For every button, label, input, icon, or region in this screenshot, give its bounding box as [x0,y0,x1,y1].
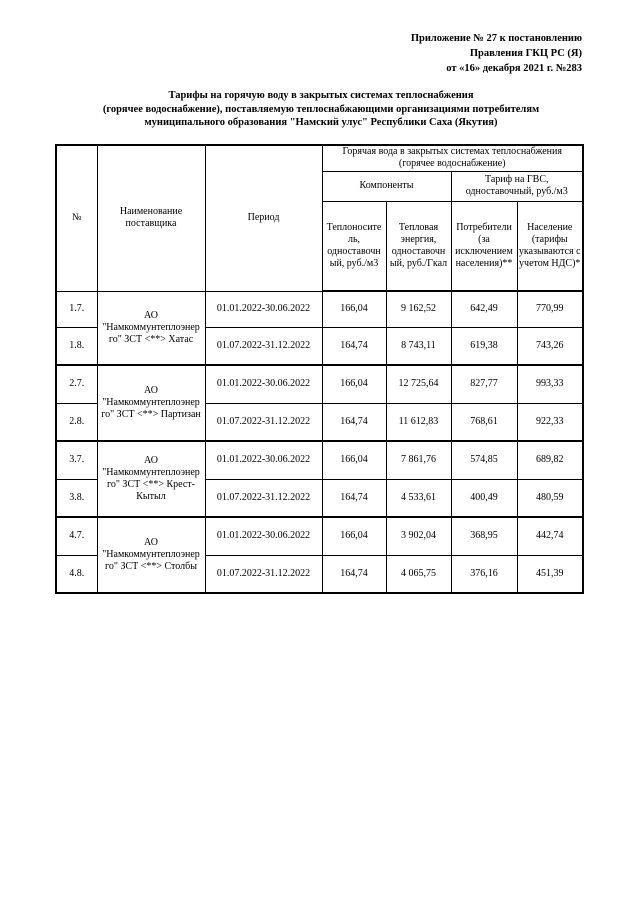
row-energy: 9 162,52 [386,291,451,327]
row-carrier: 166,04 [322,365,386,403]
header-period: Период [205,145,322,291]
row-consumers: 574,85 [451,441,517,479]
title-line: (горячее водоснабжение), поставляемую теплоснабжающими организациями потребителям [102,103,540,115]
row-population: 743,26 [517,327,583,365]
row-population: 480,59 [517,479,583,517]
row-period: 01.01.2022-30.06.2022 [205,365,322,403]
row-energy: 11 612,83 [386,403,451,441]
row-period: 01.01.2022-30.06.2022 [205,291,322,327]
tariff-table [55,144,584,594]
row-carrier: 164,74 [322,403,386,441]
appendix-header [411,31,582,76]
title-line: Тарифы на горячую воду в закрытых системах теплоснабжения [168,90,474,101]
row-energy: 8 743,11 [386,327,451,365]
row-consumers: 642,49 [451,291,517,327]
row-population: 993,33 [517,365,583,403]
row-period: 01.07.2022-31.12.2022 [205,327,322,365]
supplier-cell: АО "Намкоммунтеплоэнер го" ЗСТ <**> Столбы [97,517,205,593]
row-energy: 4 533,61 [386,479,451,517]
row-consumers: 368,95 [451,517,517,555]
appendix-line: Правления ГКЦ РС (Я) [469,48,582,59]
row-num: 4.7. [56,517,97,555]
row-carrier: 164,74 [322,555,386,593]
supplier-cell: АО "Намкоммунтеплоэнер го" ЗСТ <**> Крест-Кытыл [97,441,205,517]
row-carrier: 166,04 [322,291,386,327]
row-population: 442,74 [517,517,583,555]
row-consumers: 619,38 [451,327,517,365]
row-carrier: 164,74 [322,479,386,517]
row-num: 3.8. [56,479,97,517]
header-carrier: Теплоносите ль, одноставочн ый, руб./м3 [322,201,386,291]
header-supplier: Наименование поставщика [97,145,205,291]
row-consumers: 376,16 [451,555,517,593]
header-energy: Тепловая энергия, одноставочн ый, руб./Гкал [386,201,451,291]
row-consumers: 768,61 [451,403,517,441]
row-period: 01.07.2022-31.12.2022 [205,403,322,441]
row-num: 1.8. [56,327,97,365]
title-line: муниципального образования "Намский улус" Республики Саха (Якутия) [144,117,498,128]
appendix-line: от «16» декабря 2021 г. №283 [446,63,582,74]
row-population: 922,33 [517,403,583,441]
row-carrier: 166,04 [322,517,386,555]
row-period: 01.01.2022-30.06.2022 [205,517,322,555]
row-period: 01.01.2022-30.06.2022 [205,441,322,479]
row-population: 689,82 [517,441,583,479]
row-num: 2.8. [56,403,97,441]
row-carrier: 166,04 [322,441,386,479]
row-energy: 7 861,76 [386,441,451,479]
header-hot-water: Горячая вода в закрытых системах теплоснабжения (горячее водоснабжение) [322,145,583,171]
supplier-cell: АО "Намкоммунтеплоэнер го" ЗСТ <**> Хатас [97,291,205,365]
row-population: 451,39 [517,555,583,593]
header-population: Население (тарифы указываются с учетом НДС)* [517,201,583,291]
row-population: 770,99 [517,291,583,327]
row-consumers: 400,49 [451,479,517,517]
supplier-cell: АО "Намкоммунтеплоэнер го" ЗСТ <**> Партизан [97,365,205,441]
document-title [58,89,584,130]
row-energy: 12 725,64 [386,365,451,403]
header-tariff: Тариф на ГВС, одноставочный, руб./м3 [451,171,583,201]
row-num: 4.8. [56,555,97,593]
header-num: № [56,145,97,291]
row-consumers: 827,77 [451,365,517,403]
row-energy: 3 902,04 [386,517,451,555]
row-carrier: 164,74 [322,327,386,365]
appendix-line: Приложение № 27 к постановлению [410,33,582,44]
row-period: 01.07.2022-31.12.2022 [205,479,322,517]
row-energy: 4 065,75 [386,555,451,593]
row-num: 2.7. [56,365,97,403]
row-period: 01.07.2022-31.12.2022 [205,555,322,593]
header-consumers: Потребители (за исключением населения)** [451,201,517,291]
row-num: 1.7. [56,291,97,327]
row-num: 3.7. [56,441,97,479]
header-components: Компоненты [322,171,451,201]
